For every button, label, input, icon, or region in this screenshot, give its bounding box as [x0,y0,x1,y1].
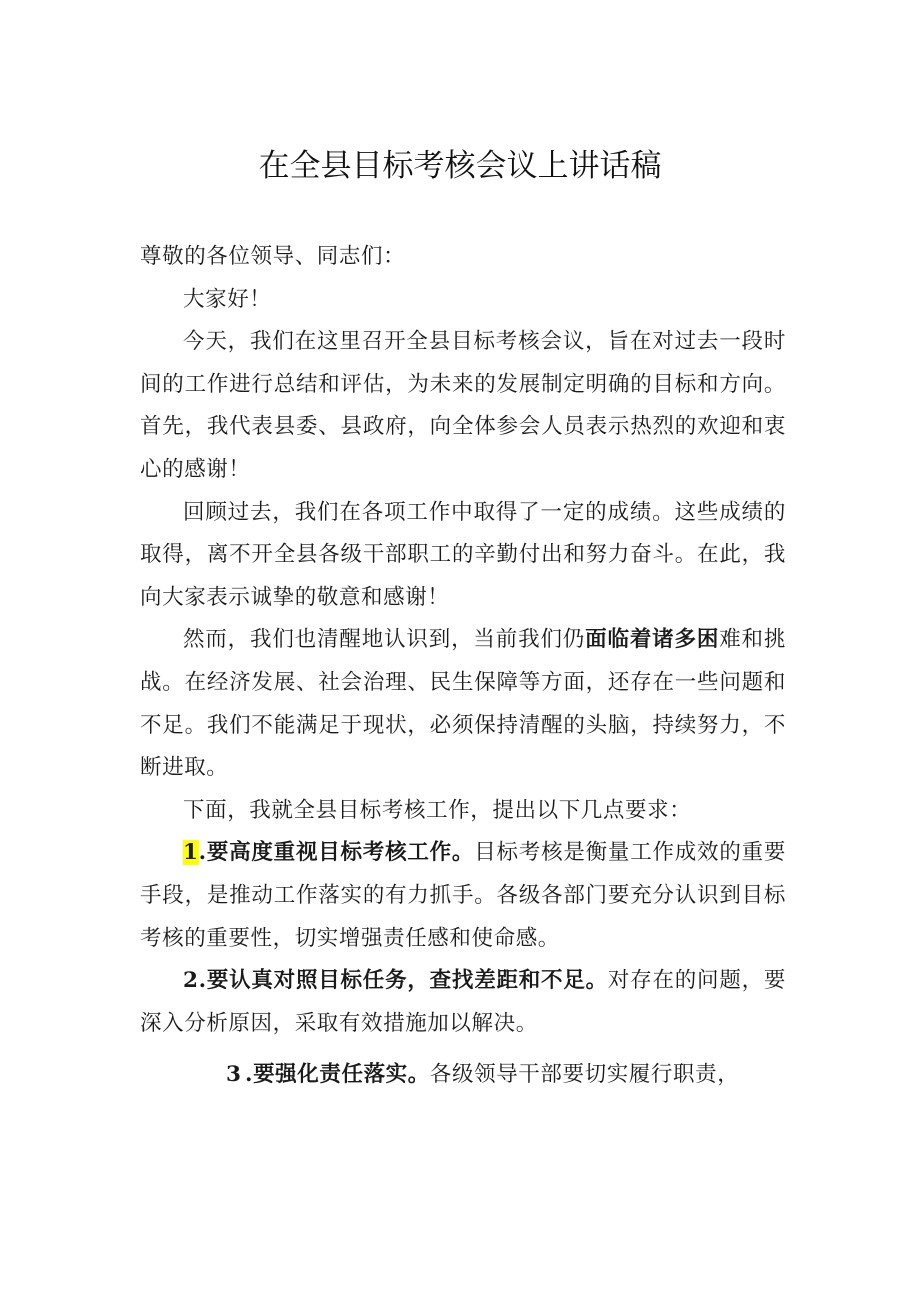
requirement-3-text: 各级领导干部要切实履行职责， [429,1062,740,1088]
document-body [140,236,786,1097]
requirement-2-number: 2 [183,968,199,994]
paragraph-review: 回顾过去，我们在各项工作中取得了一定的成绩。这些成绩的取得，离不开全县各级干部职工的辛勤付出和努力奋斗。在此，我向大家表示诚挚的敬意和感谢！ [140,499,786,610]
requirement-2-text: 对存在的问题，要深入分析原因，采取有效措施加以解决。 [140,968,786,1036]
greeting: 大家好！ [183,286,272,312]
requirement-3-number: 3 [226,1062,242,1088]
requirement-1-number: 1 [183,840,199,866]
paragraph-challenges [140,619,786,789]
requirement-2-title: .要认真对照目标任务，查找差距和不足。 [198,968,608,994]
requirement-3-title: .要强化责任落实。 [245,1062,430,1088]
paragraph-opening: 今天，我们在这里召开全县目标考核会议，旨在对过去一段时间的工作进行总结和评估，为未来的发展制定明确的目标和方向。首先，我代表县委、县政府，向全体参会人员表示热烈的欢迎和衷心的感谢！ [140,329,786,482]
requirement-1-text: 目标考核是衡量工作成效的重要手段，是推动工作落实的有力抓手。各级各部门要充分认识到目标考核的重要性，切实增强责任感和使命感。 [140,840,786,951]
requirement-item-2 [140,960,786,1045]
requirement-item-3 [140,1054,786,1097]
requirement-item-1 [140,832,786,960]
document-title: 在全县目标考核会议上讲话稿 [258,148,662,184]
paragraph-challenges-part-a: 然而，我们也清醒地认识到，当前我们仍 [183,627,586,653]
requirement-1-title: .要高度重视目标考核工作。 [198,840,475,866]
paragraph-challenges-part-c: 难和挑战。在经济发展、社会治理、民生保障等方面，还存在一些问题和不足。我们不能满足于现状，必须保持清醒的头脑，持续努力，不断进取。 [140,627,786,781]
paragraph-requirements-intro: 下面，我就全县目标考核工作，提出以下几点要求： [183,797,692,823]
salutation: 尊敬的各位领导、同志们： [140,244,406,269]
paragraph-challenges-bold: 面临着诸多困 [585,627,720,653]
